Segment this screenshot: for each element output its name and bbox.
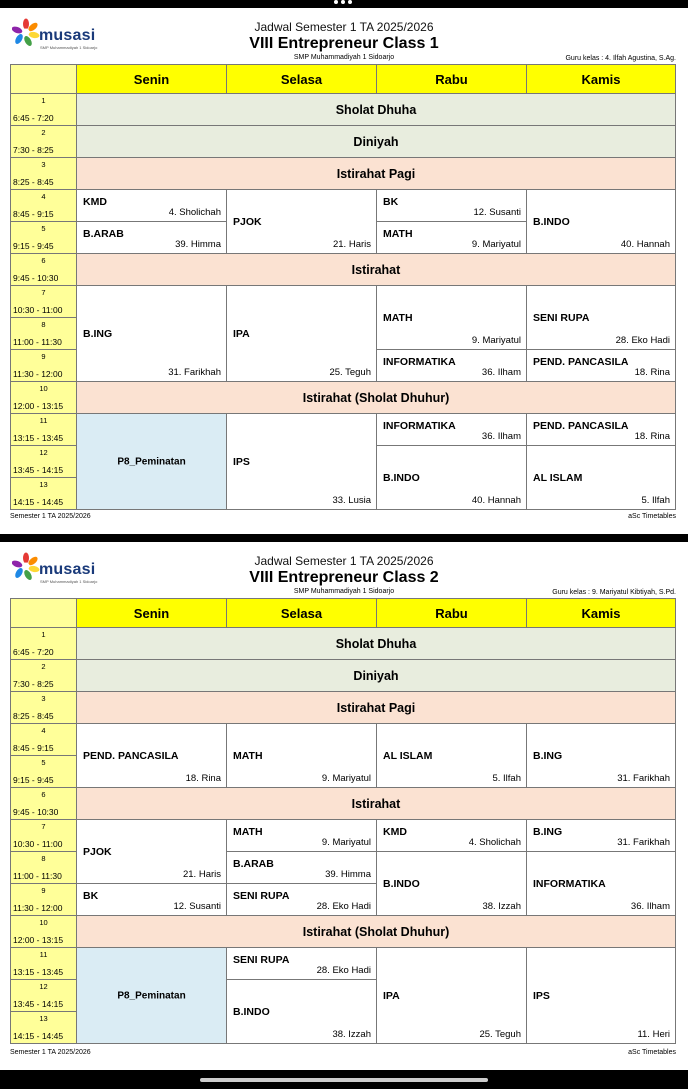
slot-6: 6 9:45 - 10:30	[10, 787, 77, 820]
footer-app: aSc Timetables	[628, 1049, 676, 1056]
span-istirahat: Istirahat	[76, 787, 676, 820]
footer-semester: Semester 1 TA 2025/2026	[10, 513, 91, 520]
slot-11: 11 13:15 - 13:45	[10, 947, 77, 980]
slot-10: 10 12:00 - 13:15	[10, 381, 77, 414]
corner-cell	[10, 598, 77, 628]
lesson-cell: B.INDO 38. Izzah	[226, 979, 377, 1044]
school-name: SMP Muhammadiyah 1 Sidoarjo	[293, 588, 395, 595]
schedule-title: Jadwal Semester 1 TA 2025/2026	[254, 554, 434, 568]
slot-9: 9 11:30 - 12:00	[10, 883, 77, 916]
school-name: SMP Muhammadiyah 1 Sidoarjo	[293, 54, 395, 61]
span-istirahat: Istirahat	[76, 253, 676, 286]
lesson-cell: MATH 9. Mariyatul	[376, 285, 527, 350]
logo-wordmark: musasi	[39, 27, 96, 44]
logo-wordmark: musasi	[39, 561, 96, 578]
lesson-cell: PJOK 21. Haris	[76, 819, 227, 884]
slot-5: 5 9:15 - 9:45	[10, 755, 77, 788]
lesson-cell: MATH 9. Mariyatul	[376, 221, 527, 254]
lesson-cell: B.INDO 40. Hannah	[526, 189, 676, 254]
class-name: VIII Entrepreneur Class 1	[249, 35, 439, 52]
day-header-senin: Senin	[76, 64, 227, 94]
slot-7: 7 10:30 - 11:00	[10, 285, 77, 318]
slot-1: 1 6:45 - 7:20	[10, 627, 77, 660]
homeroom-teacher: Guru kelas : 9. Mariyatul Kibtiyah, S.Pd.	[552, 589, 676, 596]
lesson-cell: B.INDO 38. Izzah	[376, 851, 527, 916]
footer-semester: Semester 1 TA 2025/2026	[10, 1049, 91, 1056]
lesson-cell: B.ARAB 39. Himma	[226, 851, 377, 884]
slot-6: 6 9:45 - 10:30	[10, 253, 77, 286]
slot-12: 12 13:45 - 14:15	[10, 445, 77, 478]
lesson-cell: B.ING 31. Farikhah	[526, 819, 676, 852]
span-istirahat-pagi: Istirahat Pagi	[76, 691, 676, 724]
slot-3: 3 8:25 - 8:45	[10, 691, 77, 724]
timetable-sheet-class-1	[0, 8, 688, 534]
lesson-cell: B.INDO 40. Hannah	[376, 445, 527, 510]
lesson-cell: MATH 9. Mariyatul	[226, 819, 377, 852]
slot-4: 4 8:45 - 9:15	[10, 189, 77, 222]
lesson-cell-peminatan: P8_Peminatan	[76, 947, 227, 1044]
day-header-senin: Senin	[76, 598, 227, 628]
lesson-cell: B.ING 31. Farikhah	[526, 723, 676, 788]
lesson-cell: INFORMATIKA 36. Ilham	[526, 851, 676, 916]
timetable-sheet-class-2	[0, 542, 688, 1070]
span-diniyah: Diniyah	[76, 659, 676, 692]
span-istirahat-pagi: Istirahat Pagi	[76, 157, 676, 190]
lesson-cell: INFORMATIKA 36. Ilham	[376, 413, 527, 446]
span-sholat-dhuha: Sholat Dhuha	[76, 627, 676, 660]
lesson-cell: AL ISLAM 5. Ilfah	[376, 723, 527, 788]
lesson-cell: PEND. PANCASILA 18. Rina	[526, 413, 676, 446]
slot-8: 8 11:00 - 11:30	[10, 851, 77, 884]
span-diniyah: Diniyah	[76, 125, 676, 158]
lesson-cell: IPA 25. Teguh	[376, 947, 527, 1044]
logo-subtitle: SMP Muhammadiyah 1 Sidoarjo	[40, 579, 98, 584]
footer-app: aSc Timetables	[628, 513, 676, 520]
class-name: VIII Entrepreneur Class 2	[249, 569, 439, 586]
slot-11: 11 13:15 - 13:45	[10, 413, 77, 446]
timetable-grid	[10, 64, 676, 510]
schedule-title: Jadwal Semester 1 TA 2025/2026	[254, 20, 434, 34]
lesson-cell: B.ING 31. Farikhah	[76, 285, 227, 382]
slot-5: 5 9:15 - 9:45	[10, 221, 77, 254]
slot-9: 9 11:30 - 12:00	[10, 349, 77, 382]
lesson-cell: B.ARAB 39. Himma	[76, 221, 227, 254]
day-header-rabu: Rabu	[376, 598, 527, 628]
slot-1: 1 6:45 - 7:20	[10, 93, 77, 126]
span-sholat-dhuha: Sholat Dhuha	[76, 93, 676, 126]
corner-cell	[10, 64, 77, 94]
lesson-cell: IPA 25. Teguh	[226, 285, 377, 382]
timetable-grid	[10, 598, 676, 1044]
day-header-rabu: Rabu	[376, 64, 527, 94]
slot-4: 4 8:45 - 9:15	[10, 723, 77, 756]
day-header-kamis: Kamis	[526, 598, 676, 628]
homeroom-teacher: Guru kelas : 4. Ilfah Agustina, S.Ag.	[565, 55, 676, 62]
day-header-selasa: Selasa	[226, 598, 377, 628]
lesson-cell: SENI RUPA 28. Eko Hadi	[226, 883, 377, 916]
lesson-cell: SENI RUPA 28. Eko Hadi	[526, 285, 676, 350]
lesson-cell: PJOK 21. Haris	[226, 189, 377, 254]
span-istirahat-dhuhur: Istirahat (Sholat Dhuhur)	[76, 915, 676, 948]
day-header-selasa: Selasa	[226, 64, 377, 94]
slot-7: 7 10:30 - 11:00	[10, 819, 77, 852]
lesson-cell: SENI RUPA 28. Eko Hadi	[226, 947, 377, 980]
lesson-cell: IPS 11. Heri	[526, 947, 676, 1044]
slot-8: 8 11:00 - 11:30	[10, 317, 77, 350]
lesson-cell: AL ISLAM 5. Ilfah	[526, 445, 676, 510]
logo-subtitle: SMP Muhammadiyah 1 Sidoarjo	[40, 45, 98, 50]
slot-2: 2 7:30 - 8:25	[10, 125, 77, 158]
lesson-cell: PEND. PANCASILA 18. Rina	[76, 723, 227, 788]
lesson-cell-peminatan: P8_Peminatan	[76, 413, 227, 510]
lesson-cell: INFORMATIKA 36. Ilham	[376, 349, 527, 382]
span-istirahat-dhuhur: Istirahat (Sholat Dhuhur)	[76, 381, 676, 414]
camera-notch-dots	[334, 0, 354, 6]
home-indicator[interactable]	[200, 1078, 488, 1082]
slot-13: 13 14:15 - 14:45	[10, 1011, 77, 1044]
lesson-cell: PEND. PANCASILA 18. Rina	[526, 349, 676, 382]
slot-12: 12 13:45 - 14:15	[10, 979, 77, 1012]
slot-10: 10 12:00 - 13:15	[10, 915, 77, 948]
slot-13: 13 14:15 - 14:45	[10, 477, 77, 510]
lesson-cell: BK 12. Susanti	[376, 189, 527, 222]
lesson-cell: KMD 4. Sholichah	[76, 189, 227, 222]
lesson-cell: MATH 9. Mariyatul	[226, 723, 377, 788]
lesson-cell: BK 12. Susanti	[76, 883, 227, 916]
slot-3: 3 8:25 - 8:45	[10, 157, 77, 190]
day-header-kamis: Kamis	[526, 64, 676, 94]
lesson-cell: IPS 33. Lusia	[226, 413, 377, 510]
lesson-cell: KMD 4. Sholichah	[376, 819, 527, 852]
slot-2: 2 7:30 - 8:25	[10, 659, 77, 692]
